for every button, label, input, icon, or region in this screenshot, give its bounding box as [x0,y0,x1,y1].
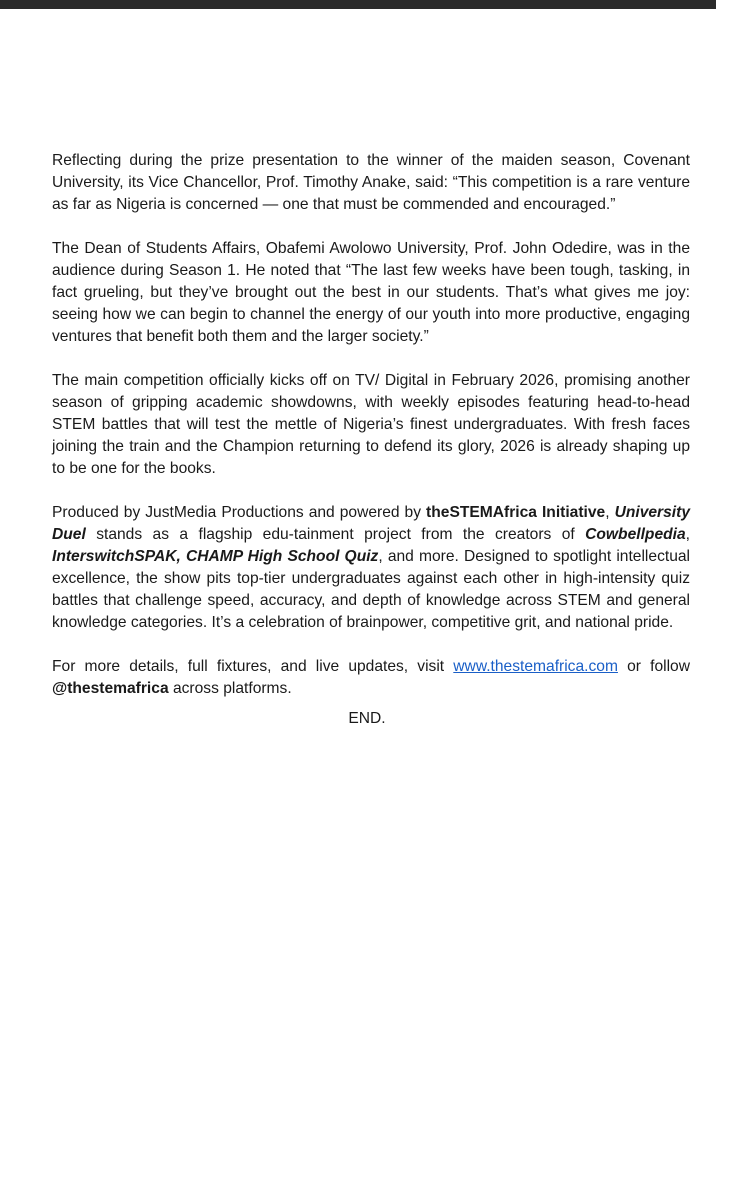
show-name: University Duel [52,504,690,543]
paragraph-vice-chancellor-quote: Reflecting during the prize presentation to the winner of the maiden season, Covenant University, its Vice Chancellor, Prof. Timothy Anake, said: “This competition is a rare venture as far as Nigeria is concerned — one that must be commended and encouraged.” [52,152,690,213]
text-run: or follow [617,658,690,675]
text-run: across platforms. [168,680,292,697]
text-run: , [685,526,690,543]
initiative-name: theSTEMAfrica Initiative [426,504,606,521]
end-marker: END. [348,710,386,727]
text-run: Produced by JustMedia Productions and powered by [52,504,427,521]
website-link[interactable]: www.thestemafrica.com [453,658,618,675]
show-cowbellpedia: Cowbellpedia [585,526,686,543]
document-body [52,150,690,722]
text-run: , and more. Designed to spotlight intellectual excellence, the show pits top-tier undergraduates against each other in high-intensity quiz battles that challenge speed, accuracy, and depth of knowledge across STEM and general knowledge categories. It’s a celebration of brainpower, competitive grit, and national pride. [52,548,691,631]
top-status-bar-edge [716,0,734,9]
top-status-bar [0,0,734,9]
social-handle: @thestemafrica [52,680,169,697]
text-run: For more details, full fixtures, and live updates, visit [52,658,454,675]
paragraph-competition-kickoff: The main competition officially kicks off on TV/ Digital in February 2026, promising another season of gripping academic showdowns, with weekly episodes featuring head-to-head STEM battles that will test the mettle of Nigeria’s finest undergraduates. With fresh faces joining the train and the Champion returning to defend its glory, 2026 is already shaping up to be one for the books. [52,372,690,477]
paragraph-dean-quote: The Dean of Students Affairs, Obafemi Awolowo University, Prof. John Odedire, was in the audience during Season 1. He noted that “The last few weeks have been tough, tasking, in fact grueling, but they’ve brought out the best in our students. That’s what gives me joy: seeing how we can begin to channel the energy of our youth into more productive, engaging ventures that benefit both them and the larger society.” [52,240,690,345]
paragraph-about-show [52,502,690,634]
text-run: stands as a flagship edu-tainment project from the creators of [85,526,586,543]
text-run: , [605,504,615,521]
paragraph-more-details [52,656,690,700]
show-list: InterswitchSPAK, CHAMP High School Quiz [52,548,379,565]
